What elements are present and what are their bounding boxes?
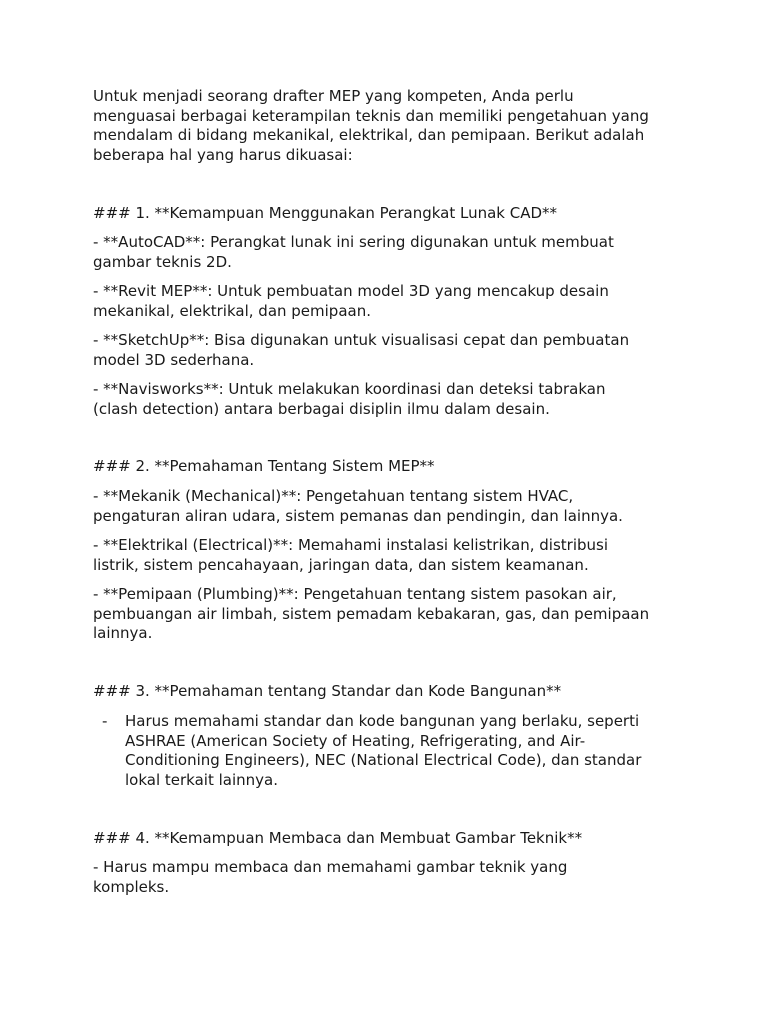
section-2-item-elektrikal: - **Elektrikal (Electrical)**: Memahami instalasi kelistrikan, distribusi listrik, sistem pencahayaan, jaringan data, dan sistem keamanan. (93, 536, 609, 574)
section-1-item-revit: - **Revit MEP**: Untuk pembuatan model 3D yang mencakup desain mekanikal, elektrikal, dan pemipaan. (93, 282, 609, 320)
section-1-item-navisworks: - **Navisworks**: Untuk melakukan koordinasi dan deteksi tabrakan (clash detection) antara berbagai disiplin ilmu dalam desain. (93, 380, 606, 418)
section-2-item-pemipaan: - **Pemipaan (Plumbing)**: Pengetahuan tentang sistem pasokan air, pembuangan air limbah, sistem pemadam kebakaran, gas, dan pemipaan lainnya. (93, 585, 650, 643)
bullet-dash: - (102, 712, 108, 730)
section-2-item-mekanik: - **Mekanik (Mechanical)**: Pengetahuan tentang sistem HVAC, pengaturan aliran udara, sistem pemanas dan pendingin, dan lainnya. (93, 487, 623, 525)
section-4-item-gambar: - Harus mampu membaca dan memahami gambar teknik yang kompleks. (93, 858, 568, 896)
section-3-bullet-text: Harus memahami standar dan kode bangunan yang berlaku, seperti ASHRAE (American Society of Heating, Refrigerating, and Air- Conditioning Engineers), NEC (National Electrical Code), dan standar lokal terkait lainnya. (125, 712, 642, 789)
intro-paragraph: Untuk menjadi seorang drafter MEP yang kompeten, Anda perlu menguasai berbagai keterampilan teknis dan memiliki pengetahuan yang mendalam di bidang mekanikal, elektrikal, dan pemipaan. Berikut adalah beberapa hal yang harus dikuasai: (93, 87, 649, 164)
section-4-heading: ### 4. **Kemampuan Membaca dan Membuat Gambar Teknik** (93, 829, 583, 847)
section-1-item-autocad: - **AutoCAD**: Perangkat lunak ini sering digunakan untuk membuat gambar teknis 2D. (93, 233, 614, 271)
section-3-heading: ### 3. **Pemahaman tentang Standar dan Kode Bangunan** (93, 682, 562, 700)
section-2-heading: ### 2. **Pemahaman Tentang Sistem MEP** (93, 457, 435, 475)
section-1-item-sketchup: - **SketchUp**: Bisa digunakan untuk visualisasi cepat dan pembuatan model 3D sederhana. (93, 331, 630, 369)
section-1-heading: ### 1. **Kemampuan Menggunakan Perangkat Lunak CAD** (93, 204, 558, 222)
